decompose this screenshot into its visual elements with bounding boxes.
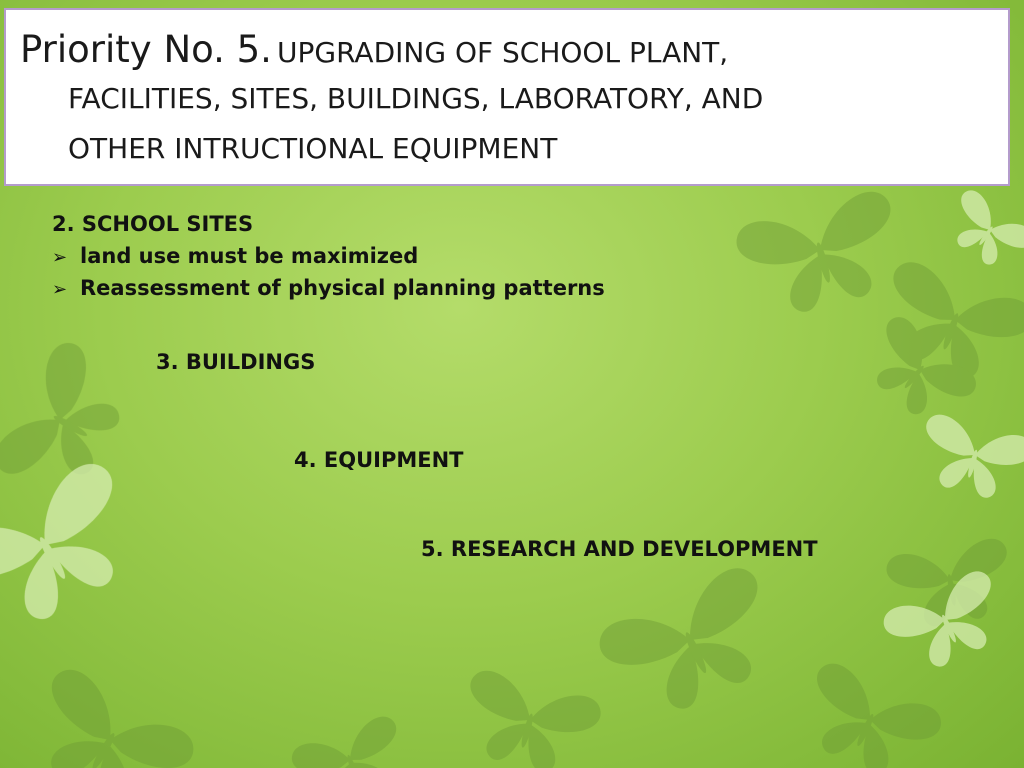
arrow-bullet-icon: ➢ — [52, 279, 68, 300]
research-heading: 5. RESEARCH AND DEVELOPMENT — [421, 537, 818, 561]
title-prefix: Priority No. 5. — [20, 28, 272, 71]
butterfly-icon — [938, 186, 1024, 279]
butterfly-icon — [912, 411, 1024, 506]
title-line-3: OTHER INTRUCTIONAL EQUIPMENT — [68, 132, 558, 165]
title-line-2: FACILITIES, SITES, BUILDINGS, LABORATORY, AND — [68, 82, 764, 115]
bullet-text: land use must be maximized — [80, 244, 419, 268]
title-main: UPGRADING OF SCHOOL PLANT, — [277, 36, 729, 69]
title-line-1 — [20, 28, 728, 71]
bullet-item — [52, 276, 605, 300]
butterfly-icon — [593, 561, 793, 731]
butterfly-icon — [453, 667, 604, 768]
butterfly-icon — [732, 187, 911, 324]
title-box — [4, 8, 1010, 186]
school-sites-heading: 2. SCHOOL SITES — [52, 212, 254, 236]
butterfly-icon — [789, 658, 946, 768]
arrow-bullet-icon: ➢ — [52, 247, 68, 268]
butterfly-icon — [853, 311, 981, 434]
buildings-heading: 3. BUILDINGS — [156, 350, 316, 374]
butterfly-icon — [288, 713, 415, 768]
butterfly-icon — [13, 662, 200, 768]
bullet-item — [52, 244, 418, 268]
butterfly-icon — [0, 455, 156, 646]
equipment-heading: 4. EQUIPMENT — [294, 448, 464, 472]
bullet-text: Reassessment of physical planning patterns — [80, 276, 605, 300]
